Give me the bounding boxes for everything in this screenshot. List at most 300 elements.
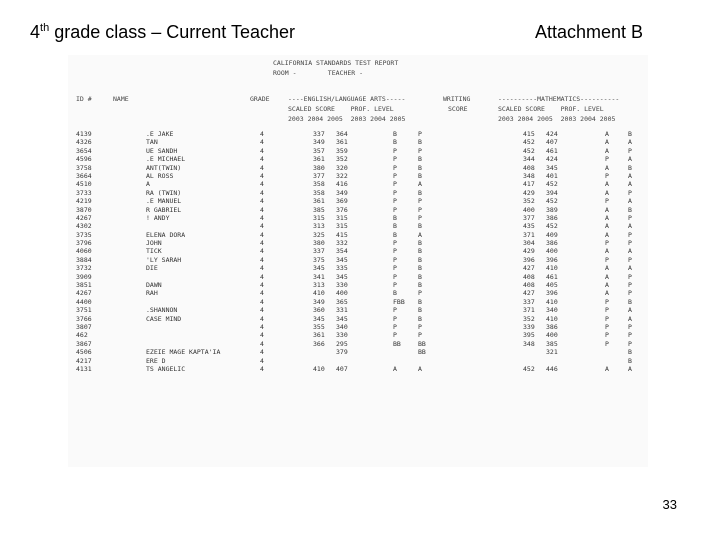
table-cell: .E JAKE <box>146 130 174 138</box>
table-cell: 408 <box>523 163 535 172</box>
table-cell: 408 <box>523 281 535 290</box>
table-cell: 349 <box>313 138 325 147</box>
header-ela-years: 2003 2004 2005 2003 2004 2005 <box>288 115 406 123</box>
table-cell: 4267 <box>76 213 92 222</box>
ela-2004-column <box>313 130 325 373</box>
table-cell: 4 <box>260 322 264 331</box>
table-cell: P <box>393 306 397 315</box>
table-cell: 389 <box>546 205 558 214</box>
table-cell: 322 <box>336 171 348 180</box>
math-2005-column <box>546 130 558 373</box>
table-cell <box>546 357 558 365</box>
table-cell: P <box>418 213 422 222</box>
table-cell: 361 <box>313 331 325 340</box>
table-cell: 376 <box>336 205 348 214</box>
table-cell: 400 <box>546 247 558 256</box>
table-cell: B <box>418 297 422 306</box>
ela-level-2005-column <box>418 130 426 373</box>
title-superscript: th <box>40 22 50 34</box>
table-cell: 4 <box>260 356 264 365</box>
table-cell: 361 <box>313 155 325 164</box>
table-cell: B <box>393 222 397 231</box>
table-cell: 401 <box>546 171 558 180</box>
table-cell: 400 <box>523 205 535 214</box>
table-cell <box>393 348 405 356</box>
table-cell: TAN <box>146 138 158 147</box>
table-cell: P <box>393 264 397 273</box>
scanned-report <box>68 55 648 467</box>
table-cell: P <box>393 188 397 197</box>
table-cell: 345 <box>546 163 558 172</box>
table-cell: 340 <box>546 306 558 315</box>
table-cell: 325 <box>313 230 325 239</box>
table-cell: B <box>418 188 422 197</box>
table-cell: A <box>628 138 632 147</box>
table-cell: 3909 <box>76 272 92 281</box>
table-cell <box>336 357 348 365</box>
table-cell: A <box>628 180 632 189</box>
header-grade: GRADE <box>250 95 270 103</box>
table-cell: 4 <box>260 339 264 348</box>
table-cell: B <box>628 130 632 138</box>
table-cell: P <box>605 197 609 206</box>
header-writing: WRITING <box>443 95 471 103</box>
table-cell: P <box>393 155 397 164</box>
table-cell: P <box>628 331 632 340</box>
table-cell <box>418 357 426 365</box>
table-cell: 4 <box>260 163 264 172</box>
table-cell: 4 <box>260 130 264 138</box>
table-cell: 4 <box>260 331 264 340</box>
table-cell: 4 <box>260 230 264 239</box>
table-cell: A <box>628 364 632 373</box>
table-cell: 416 <box>336 180 348 189</box>
table-cell: 3796 <box>76 239 92 248</box>
table-cell: FBB <box>393 297 405 306</box>
table-cell: A <box>605 281 609 290</box>
table-cell: B <box>628 348 632 357</box>
table-cell: 337 <box>523 297 535 306</box>
table-cell: 3807 <box>76 322 92 331</box>
table-cell: P <box>628 213 632 222</box>
table-cell: 3870 <box>76 205 92 214</box>
table-cell: B <box>418 264 422 273</box>
header-writing-sub: SCORE <box>448 105 468 113</box>
table-cell: 332 <box>336 239 348 248</box>
table-cell: B <box>393 230 397 239</box>
table-cell: RAH <box>146 289 158 298</box>
table-cell: DAWN <box>146 281 162 290</box>
table-cell: 4 <box>260 188 264 197</box>
id-column <box>76 130 92 373</box>
table-cell: BB <box>393 339 401 348</box>
table-cell: 452 <box>523 138 535 147</box>
table-cell: A <box>418 364 422 373</box>
title-text: grade class – Current Teacher <box>49 22 295 42</box>
table-cell: 4 <box>260 205 264 214</box>
page-number: 33 <box>662 497 677 512</box>
table-cell <box>393 357 405 365</box>
name-column <box>146 130 220 373</box>
table-cell: P <box>628 188 632 197</box>
table-cell <box>605 348 609 356</box>
table-cell: A <box>628 247 632 256</box>
table-cell: 415 <box>336 230 348 239</box>
table-cell: A <box>605 163 609 172</box>
table-cell: 396 <box>546 289 558 298</box>
table-cell: 395 <box>523 331 535 340</box>
table-cell: 'LY SARAH <box>146 255 182 264</box>
table-cell: A <box>605 272 609 281</box>
table-cell: .E MICHAEL <box>146 155 186 164</box>
table-cell: 4 <box>260 138 264 147</box>
table-cell: 379 <box>336 348 348 357</box>
table-cell: .E MANUEL <box>146 197 182 206</box>
table-cell: 415 <box>523 130 535 138</box>
table-cell: 380 <box>313 239 325 248</box>
table-cell: 380 <box>313 163 325 172</box>
table-cell: A <box>628 264 632 273</box>
table-cell: A <box>605 138 609 147</box>
table-cell: P <box>393 205 397 214</box>
table-cell: 3751 <box>76 306 92 315</box>
table-cell: JOHN <box>146 239 162 248</box>
table-cell: 4 <box>260 348 264 357</box>
table-cell: B <box>418 138 422 147</box>
ela-level-2004-column <box>393 130 405 373</box>
table-cell: AL ROSS <box>146 171 174 180</box>
table-cell: 417 <box>523 180 535 189</box>
table-cell: B <box>418 255 422 264</box>
table-cell: 4 <box>260 314 264 323</box>
table-cell: 410 <box>546 264 558 273</box>
table-cell: 3884 <box>76 255 92 264</box>
table-cell: 427 <box>523 289 535 298</box>
title-grade-number: 4 <box>30 22 41 42</box>
table-cell: B <box>628 356 632 365</box>
table-cell: 4060 <box>76 247 92 256</box>
table-cell: 4 <box>260 213 264 222</box>
table-cell: A <box>628 197 632 206</box>
table-cell: BB <box>418 348 426 357</box>
table-cell: A <box>628 171 632 180</box>
header-math-years: 2003 2004 2005 2003 2004 2005 <box>498 115 616 123</box>
table-cell: 357 <box>313 146 325 155</box>
table-cell: 361 <box>336 138 348 147</box>
table-cell: 364 <box>336 130 348 138</box>
table-cell: 4139 <box>76 130 92 138</box>
table-cell: 4267 <box>76 289 92 298</box>
attachment-label: Attachment B <box>535 22 644 42</box>
table-cell: 320 <box>336 163 348 172</box>
table-cell: 461 <box>546 146 558 155</box>
table-cell <box>146 222 220 230</box>
table-cell: 3654 <box>76 146 92 155</box>
table-cell: B <box>393 213 397 222</box>
table-cell: R GABRIEL <box>146 205 182 214</box>
table-cell: 4 <box>260 255 264 264</box>
table-cell: ELENA DORA <box>146 230 186 239</box>
table-cell: B <box>418 171 422 180</box>
table-cell: 424 <box>546 130 558 138</box>
table-cell: 4 <box>260 247 264 256</box>
table-cell <box>146 331 220 339</box>
table-cell: B <box>393 138 397 147</box>
table-cell: 4131 <box>76 364 92 373</box>
table-cell: P <box>628 239 632 248</box>
table-cell: 4 <box>260 197 264 206</box>
table-cell: 330 <box>336 281 348 290</box>
table-cell: 386 <box>546 239 558 248</box>
table-cell: P <box>628 230 632 239</box>
table-cell: 385 <box>313 205 325 214</box>
table-cell: 410 <box>546 297 558 306</box>
table-cell: 4 <box>260 239 264 248</box>
table-cell <box>146 298 220 306</box>
table-cell: 435 <box>523 222 535 231</box>
table-cell: P <box>605 255 609 264</box>
table-cell: 375 <box>313 255 325 264</box>
table-cell: 4400 <box>76 297 92 306</box>
table-cell: P <box>628 255 632 264</box>
table-cell: P <box>393 322 397 331</box>
table-cell: 409 <box>546 230 558 239</box>
table-cell: ERE D <box>146 356 166 365</box>
table-cell: A <box>605 205 609 214</box>
table-cell: P <box>628 146 632 155</box>
table-cell: A <box>605 130 609 138</box>
table-cell: 3735 <box>76 230 92 239</box>
table-cell: 4 <box>260 281 264 290</box>
table-cell: 4302 <box>76 222 92 231</box>
table-cell: 339 <box>523 322 535 331</box>
table-cell: A <box>628 314 632 323</box>
table-cell: 349 <box>336 188 348 197</box>
table-cell: B <box>628 297 632 306</box>
table-cell: 352 <box>523 197 535 206</box>
table-cell: 4506 <box>76 348 92 357</box>
table-cell: 400 <box>546 331 558 340</box>
slide-title <box>30 22 295 43</box>
table-cell <box>146 340 220 348</box>
table-cell: TICK <box>146 247 162 256</box>
table-cell: 304 <box>523 239 535 248</box>
table-cell: A <box>605 180 609 189</box>
table-cell: 386 <box>546 213 558 222</box>
table-cell: 462 <box>76 331 88 340</box>
table-cell: A <box>628 222 632 231</box>
table-cell: 4 <box>260 155 264 164</box>
table-cell: 410 <box>313 364 325 373</box>
table-cell: 4 <box>260 171 264 180</box>
table-cell: 3733 <box>76 188 92 197</box>
table-cell: P <box>628 272 632 281</box>
table-cell: P <box>418 289 422 298</box>
table-cell: 461 <box>546 272 558 281</box>
table-cell: P <box>393 180 397 189</box>
math-2004-column <box>523 130 535 373</box>
table-cell: P <box>605 239 609 248</box>
table-cell: 3758 <box>76 163 92 172</box>
table-cell: 337 <box>313 247 325 256</box>
table-cell: 371 <box>523 230 535 239</box>
table-cell: P <box>628 281 632 290</box>
table-cell: B <box>418 247 422 256</box>
table-cell: 365 <box>336 297 348 306</box>
table-cell: 452 <box>546 222 558 231</box>
table-cell: P <box>393 281 397 290</box>
table-cell: 331 <box>336 306 348 315</box>
report-title: CALIFORNIA STANDARDS TEST REPORT <box>273 59 399 67</box>
table-cell: B <box>418 239 422 248</box>
table-cell: 385 <box>546 339 558 348</box>
table-cell: 3766 <box>76 314 92 323</box>
table-cell: 337 <box>313 130 325 138</box>
table-cell: 352 <box>336 155 348 164</box>
table-cell: B <box>418 314 422 323</box>
table-cell: P <box>628 339 632 348</box>
table-cell: 348 <box>523 339 535 348</box>
header-ela-sub: SCALED SCORE PROF. LEVEL <box>288 105 394 113</box>
table-cell: P <box>393 272 397 281</box>
table-cell: 352 <box>523 314 535 323</box>
table-cell: 429 <box>523 188 535 197</box>
table-cell: A <box>605 222 609 231</box>
table-cell: P <box>418 130 422 138</box>
table-cell: 386 <box>546 322 558 331</box>
table-cell: P <box>605 297 609 306</box>
table-cell: 348 <box>523 171 535 180</box>
table-cell: P <box>393 163 397 172</box>
table-cell: A <box>605 230 609 239</box>
table-cell: 4596 <box>76 155 92 164</box>
table-cell: P <box>393 146 397 155</box>
table-cell: P <box>605 171 609 180</box>
table-cell: P <box>605 322 609 331</box>
table-cell: 4510 <box>76 180 92 189</box>
table-cell: TS ANGELIC <box>146 364 186 373</box>
math-level-2004-column <box>605 130 609 373</box>
table-cell: P <box>605 339 609 348</box>
table-cell: ANT(TWIN) <box>146 163 182 172</box>
table-cell: 3664 <box>76 171 92 180</box>
table-cell: 4 <box>260 222 264 231</box>
table-cell: A <box>628 306 632 315</box>
table-cell: 452 <box>546 197 558 206</box>
table-cell: 452 <box>523 364 535 373</box>
table-cell: 354 <box>336 247 348 256</box>
table-cell: A <box>393 364 397 373</box>
table-cell <box>523 357 535 365</box>
table-cell: A <box>628 155 632 164</box>
table-cell: 4 <box>260 306 264 315</box>
table-cell: 313 <box>313 281 325 290</box>
table-cell: A <box>418 230 422 239</box>
table-cell: A <box>605 289 609 298</box>
table-cell: 4326 <box>76 138 92 147</box>
table-cell: 345 <box>313 264 325 273</box>
table-cell: P <box>628 322 632 331</box>
table-cell: A <box>146 180 150 189</box>
table-cell: P <box>393 331 397 340</box>
table-cell: 4219 <box>76 197 92 206</box>
table-cell: B <box>418 222 422 231</box>
table-cell: 345 <box>336 314 348 323</box>
table-cell: 377 <box>313 171 325 180</box>
room-teacher-line: ROOM - TEACHER - <box>273 69 364 77</box>
table-cell: 407 <box>336 364 348 373</box>
table-cell: 315 <box>336 222 348 231</box>
table-cell: P <box>628 289 632 298</box>
table-cell: P <box>393 247 397 256</box>
table-cell <box>523 348 535 356</box>
header-id: ID # <box>76 95 92 103</box>
ela-2005-column <box>336 130 348 373</box>
table-cell: P <box>393 314 397 323</box>
table-cell: 424 <box>546 155 558 164</box>
table-cell: 4 <box>260 364 264 373</box>
table-cell: 4 <box>260 146 264 155</box>
table-cell <box>313 348 325 356</box>
header-ela: ----ENGLISH/LANGUAGE ARTS----- <box>288 95 406 103</box>
table-cell: P <box>605 306 609 315</box>
table-cell: 315 <box>313 213 325 222</box>
table-cell: UE SANDH <box>146 146 178 155</box>
table-cell: 4217 <box>76 356 92 365</box>
table-cell: P <box>418 331 422 340</box>
table-cell: 335 <box>336 264 348 273</box>
table-cell: 345 <box>313 314 325 323</box>
math-level-2005-column <box>628 130 632 373</box>
table-cell: A <box>605 188 609 197</box>
table-cell: 394 <box>546 188 558 197</box>
table-cell: 355 <box>313 322 325 331</box>
table-cell: 408 <box>523 272 535 281</box>
table-cell: 359 <box>336 146 348 155</box>
table-cell: P <box>605 155 609 164</box>
table-cell: B <box>418 272 422 281</box>
table-cell: DIE <box>146 264 158 273</box>
table-cell: A <box>605 213 609 222</box>
table-cell: B <box>393 289 397 298</box>
table-cell: 3732 <box>76 264 92 273</box>
table-cell: 452 <box>523 146 535 155</box>
table-cell: 345 <box>336 272 348 281</box>
table-cell <box>313 357 325 365</box>
table-cell: 407 <box>546 138 558 147</box>
table-cell: 3867 <box>76 339 92 348</box>
table-cell: 295 <box>336 339 348 348</box>
table-cell: 377 <box>523 213 535 222</box>
grade-column <box>260 130 264 373</box>
table-cell: 369 <box>336 197 348 206</box>
table-cell: P <box>605 314 609 323</box>
table-cell: 427 <box>523 264 535 273</box>
table-cell: 349 <box>313 297 325 306</box>
table-cell: 340 <box>336 322 348 331</box>
table-cell: 366 <box>313 339 325 348</box>
table-cell: 3851 <box>76 281 92 290</box>
table-cell: 341 <box>313 272 325 281</box>
table-cell: 371 <box>523 306 535 315</box>
table-cell: P <box>418 322 422 331</box>
table-cell: 396 <box>523 255 535 264</box>
table-cell: 400 <box>336 289 348 298</box>
table-cell <box>605 357 609 365</box>
table-cell: B <box>418 306 422 315</box>
table-cell: RA (TWIN) <box>146 188 182 197</box>
table-cell: 358 <box>313 180 325 189</box>
